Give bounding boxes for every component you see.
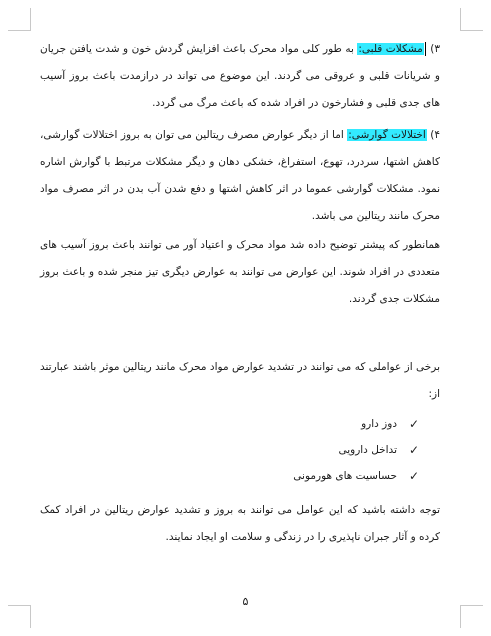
paragraph-text: اما از دیگر عوارض مصرف ریتالین می توان به بروز اختلالات گوارشی، کاهش اشتها، سردرد، تهوع، استفراغ، خشکی دهان و دیگر مشکلات مرتبط با گوارش اشاره نمود. مشکلات گوارشی عموما در اثر کاهش اشتها و دفع شدن آب بدن در اثر مصرف مواد محرک مانند ریتالین می باشد. — [40, 129, 440, 222]
margin-corner-mark — [460, 8, 483, 31]
paragraph-heart-problems — [40, 36, 440, 117]
checkmark-icon: ✓ — [408, 469, 420, 483]
list-item — [221, 463, 421, 489]
paragraph-text: توجه داشته باشید که این عوامل می توانند به بروز و تشدید عوارض ریتالین در افراد کمک کرده و آثار جبران ناپذیری را در زندگی و سلامت او ایجاد نمایند. — [40, 504, 440, 543]
checkmark-icon: ✓ — [408, 417, 420, 431]
item-number: ۳) — [430, 43, 440, 55]
text-cursor — [425, 42, 426, 56]
paragraph-text: همانطور که پیشتر توضیح داده شد مواد محرک و اعتیاد آور می توانند باعث بروز آسیب های متعددی در افراد شوند. این عوارض می توانند به عوارض دیگری تیز منجر شده و باعث بروز مشکلات جدی گردند. — [40, 239, 440, 305]
list-item-label: دوز دارو — [361, 418, 397, 430]
checkmark-icon: ✓ — [408, 443, 420, 457]
margin-corner-mark — [460, 605, 483, 628]
paragraph-factors-intro — [40, 354, 440, 408]
page-number: ۵ — [242, 595, 249, 608]
margin-corner-mark — [8, 8, 31, 31]
paragraph-stimulant-harms — [40, 232, 440, 313]
item-number: ۴) — [430, 129, 440, 141]
margin-corner-mark — [8, 605, 31, 628]
paragraph-note — [40, 497, 440, 551]
factors-list — [221, 411, 421, 489]
highlighted-heading: اختلالات گوارشی: — [348, 129, 426, 141]
list-item-label: تداخل دارویی — [338, 444, 397, 456]
highlighted-heading: مشکلات قلبی: — [358, 43, 423, 55]
list-item — [221, 437, 421, 463]
list-item-label: حساسیت های هورمونی — [293, 470, 397, 482]
paragraph-text: برخی از عواملی که می توانند در تشدید عوارض مواد محرک مانند ریتالین موثر باشند عبارتند از: — [40, 361, 440, 400]
paragraph-digestive-problems — [40, 122, 440, 230]
list-item — [221, 411, 421, 437]
paragraph-text: به طور کلی مواد محرک باعث افزایش گردش خون و شدت یافتن جریان و شریانات قلبی و عروقی می گردند. این موضوع می تواند در درازمدت باعث بروز آسیب های جدی قلبی و فشارخون در افراد شده که باعث مرگ می گردد. — [40, 43, 440, 109]
